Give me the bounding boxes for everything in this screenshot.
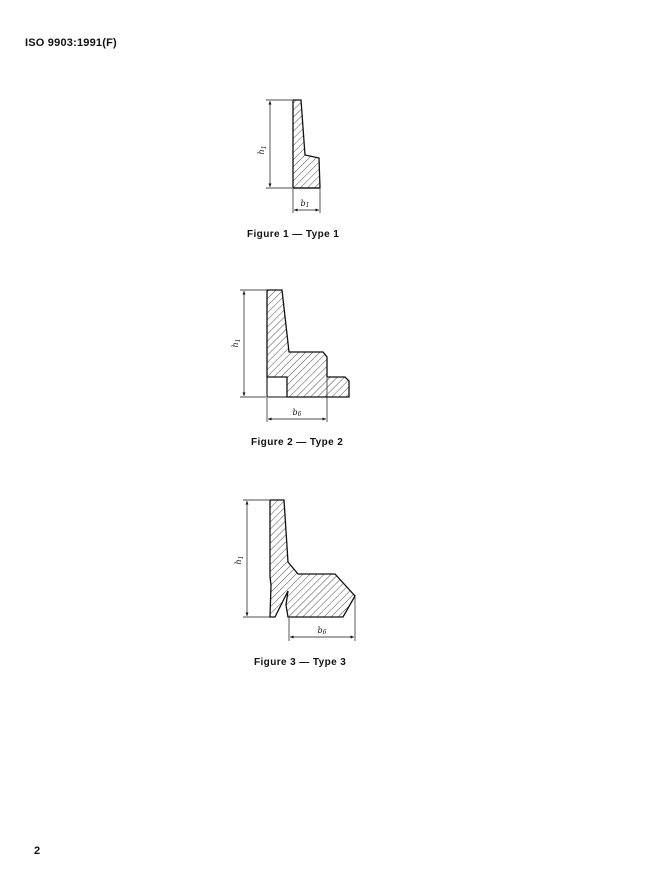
figure-1-profile <box>257 100 320 213</box>
figure-2-caption: Figure 2 — Type 2 <box>251 437 344 448</box>
figure-2-base-recess <box>267 377 287 397</box>
figure-2-profile <box>231 290 349 422</box>
figure-3-section <box>270 500 355 617</box>
figure-3-width-label: b6 <box>317 626 327 636</box>
figure-1-section <box>293 100 320 188</box>
figure-2-section <box>267 290 349 397</box>
figure-3-height-label: $h_1$ <box>234 555 245 565</box>
figure-2-width-label: b6 <box>292 408 302 418</box>
figure-2-height-label: $h_1$ <box>231 338 242 348</box>
page-number: 2 <box>34 845 41 857</box>
figure-1-height-label: $h_1$ <box>257 145 268 155</box>
figure-1-width-label: b1 <box>300 199 310 209</box>
figure-3-caption: Figure 3 — Type 3 <box>254 657 347 668</box>
figure-3-profile <box>234 500 355 641</box>
figure-1-caption: Figure 1 — Type 1 <box>247 229 340 240</box>
document-header: ISO 9903:1991(F) <box>25 37 117 49</box>
